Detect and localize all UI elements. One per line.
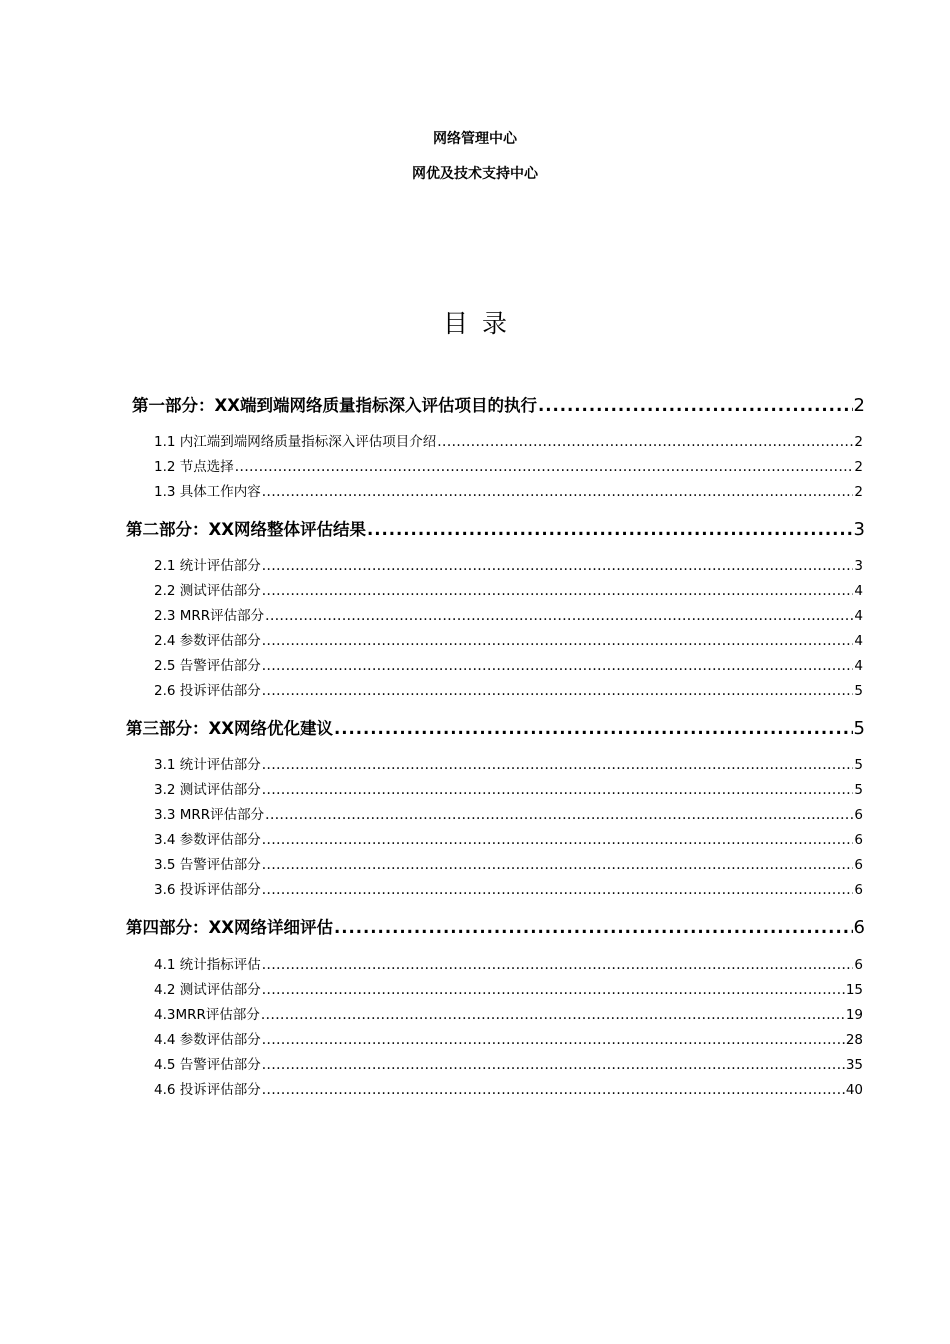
toc-page-number: 5 bbox=[854, 757, 863, 773]
toc-leader-dots bbox=[262, 782, 854, 798]
toc-leader-dots bbox=[334, 918, 853, 937]
toc-entry-label: 3.3 MRR评估部分 bbox=[154, 807, 265, 823]
toc-leader-dots bbox=[538, 396, 853, 415]
toc-section-entry[interactable] bbox=[154, 679, 863, 699]
toc-page-number: 6 bbox=[854, 882, 863, 898]
toc-section-entry[interactable] bbox=[154, 1028, 863, 1048]
toc-entry-label: 1.1 内江端到端网络质量指标深入评估项目介绍 bbox=[154, 434, 437, 450]
toc-entry-label: 3.1 统计评估部分 bbox=[154, 757, 261, 773]
toc-leader-dots bbox=[265, 608, 853, 624]
toc-page-number: 6 bbox=[854, 957, 863, 973]
toc-page-number: 5 bbox=[854, 683, 863, 699]
toc-section-entry[interactable] bbox=[154, 778, 863, 798]
toc-leader-dots bbox=[262, 957, 854, 973]
toc-leader-dots bbox=[262, 1082, 845, 1098]
toc-part-entry[interactable] bbox=[126, 715, 865, 739]
toc-section-entry[interactable] bbox=[154, 554, 863, 574]
toc-leader-dots bbox=[262, 857, 854, 873]
toc-page-number: 35 bbox=[845, 1057, 863, 1073]
toc-entry-label: 3.2 测试评估部分 bbox=[154, 782, 261, 798]
toc-section-entry[interactable] bbox=[154, 953, 863, 973]
toc-section-entry[interactable] bbox=[154, 828, 863, 848]
toc-section-entry[interactable] bbox=[154, 1003, 863, 1023]
toc-section-entry[interactable] bbox=[154, 753, 863, 773]
toc-section-entry[interactable] bbox=[154, 803, 863, 823]
toc-page-number: 4 bbox=[854, 633, 863, 649]
toc-entry-label: 2.1 统计评估部分 bbox=[154, 558, 261, 574]
toc-entry-label: 第三部分：XX网络优化建议 bbox=[126, 719, 333, 738]
toc-leader-dots bbox=[262, 558, 854, 574]
toc-page-number: 3 bbox=[854, 558, 863, 574]
toc-entry-label: 2.6 投诉评估部分 bbox=[154, 683, 261, 699]
toc-page-number: 4 bbox=[854, 658, 863, 674]
toc-page-number: 5 bbox=[854, 782, 863, 798]
toc-page-number: 19 bbox=[845, 1007, 863, 1023]
toc-entry-label: 1.2 节点选择 bbox=[154, 459, 234, 475]
toc-part-entry[interactable] bbox=[132, 392, 865, 416]
toc-page-number: 6 bbox=[854, 857, 863, 873]
toc-section-entry[interactable] bbox=[154, 878, 863, 898]
toc-entry-label: 4.1 统计指标评估 bbox=[154, 957, 261, 973]
toc-entry-label: 4.3MRR评估部分 bbox=[154, 1007, 260, 1023]
toc-entry-label: 4.2 测试评估部分 bbox=[154, 982, 261, 998]
toc-leader-dots bbox=[262, 832, 854, 848]
toc-leader-dots bbox=[262, 1032, 845, 1048]
toc-entry-label: 4.4 参数评估部分 bbox=[154, 1032, 261, 1048]
toc-title: 目录 bbox=[442, 309, 521, 338]
toc-leader-dots bbox=[265, 807, 853, 823]
department-name: 网优及技术支持中心 bbox=[412, 166, 538, 182]
toc-page-number: 2 bbox=[853, 395, 865, 416]
toc-leader-dots bbox=[262, 484, 854, 500]
toc-leader-dots bbox=[367, 520, 853, 539]
toc-entry-label: 2.5 告警评估部分 bbox=[154, 658, 261, 674]
toc-page-number: 3 bbox=[853, 519, 865, 540]
toc-section-entry[interactable] bbox=[154, 1053, 863, 1073]
toc-leader-dots bbox=[262, 982, 845, 998]
toc-section-entry[interactable] bbox=[154, 1078, 863, 1098]
toc-page-number: 6 bbox=[854, 832, 863, 848]
toc-leader-dots bbox=[262, 757, 854, 773]
toc-entry-label: 3.6 投诉评估部分 bbox=[154, 882, 261, 898]
toc-part-entry[interactable] bbox=[126, 914, 865, 938]
organization-name: 网络管理中心 bbox=[433, 131, 517, 147]
toc-entry-label: 第四部分：XX网络详细评估 bbox=[126, 918, 333, 937]
toc-page-number: 4 bbox=[854, 583, 863, 599]
toc-section-entry[interactable] bbox=[154, 480, 863, 500]
toc-entry-label: 2.4 参数评估部分 bbox=[154, 633, 261, 649]
toc-entry-label: 第一部分：XX端到端网络质量指标深入评估项目的执行 bbox=[132, 396, 537, 415]
toc-leader-dots bbox=[235, 459, 854, 475]
toc-page-number: 2 bbox=[854, 459, 863, 475]
toc-section-entry[interactable] bbox=[154, 430, 863, 450]
toc-page-number: 40 bbox=[845, 1082, 863, 1098]
toc-page-number: 5 bbox=[853, 718, 865, 739]
toc-section-entry[interactable] bbox=[154, 579, 863, 599]
toc-entry-label: 第二部分：XX网络整体评估结果 bbox=[126, 520, 366, 539]
toc-section-entry[interactable] bbox=[154, 978, 863, 998]
toc-leader-dots bbox=[262, 683, 854, 699]
toc-leader-dots bbox=[261, 1007, 845, 1023]
toc-section-entry[interactable] bbox=[154, 853, 863, 873]
toc-section-entry[interactable] bbox=[154, 604, 863, 624]
toc-page-number: 2 bbox=[854, 484, 863, 500]
toc-section-entry[interactable] bbox=[154, 455, 863, 475]
toc-leader-dots bbox=[262, 633, 854, 649]
toc-section-entry[interactable] bbox=[154, 654, 863, 674]
toc-section-entry[interactable] bbox=[154, 629, 863, 649]
toc-leader-dots bbox=[437, 434, 853, 450]
toc-leader-dots bbox=[262, 1057, 845, 1073]
toc-leader-dots bbox=[262, 658, 854, 674]
toc-entry-label: 1.3 具体工作内容 bbox=[154, 484, 261, 500]
toc-page-number: 6 bbox=[854, 807, 863, 823]
toc-entry-label: 2.2 测试评估部分 bbox=[154, 583, 261, 599]
toc-page-number: 6 bbox=[853, 917, 865, 938]
toc-leader-dots bbox=[334, 719, 853, 738]
toc-entry-label: 3.5 告警评估部分 bbox=[154, 857, 261, 873]
toc-page-number: 4 bbox=[854, 608, 863, 624]
toc-page-number: 15 bbox=[845, 982, 863, 998]
toc-page-number: 2 bbox=[854, 434, 863, 450]
toc-page-number: 28 bbox=[845, 1032, 863, 1048]
toc-leader-dots bbox=[262, 882, 854, 898]
toc-entry-label: 2.3 MRR评估部分 bbox=[154, 608, 265, 624]
toc-entry-label: 4.6 投诉评估部分 bbox=[154, 1082, 261, 1098]
toc-leader-dots bbox=[262, 583, 854, 599]
toc-entry-label: 3.4 参数评估部分 bbox=[154, 832, 261, 848]
toc-part-entry[interactable] bbox=[126, 516, 865, 540]
toc-entry-label: 4.5 告警评估部分 bbox=[154, 1057, 261, 1073]
